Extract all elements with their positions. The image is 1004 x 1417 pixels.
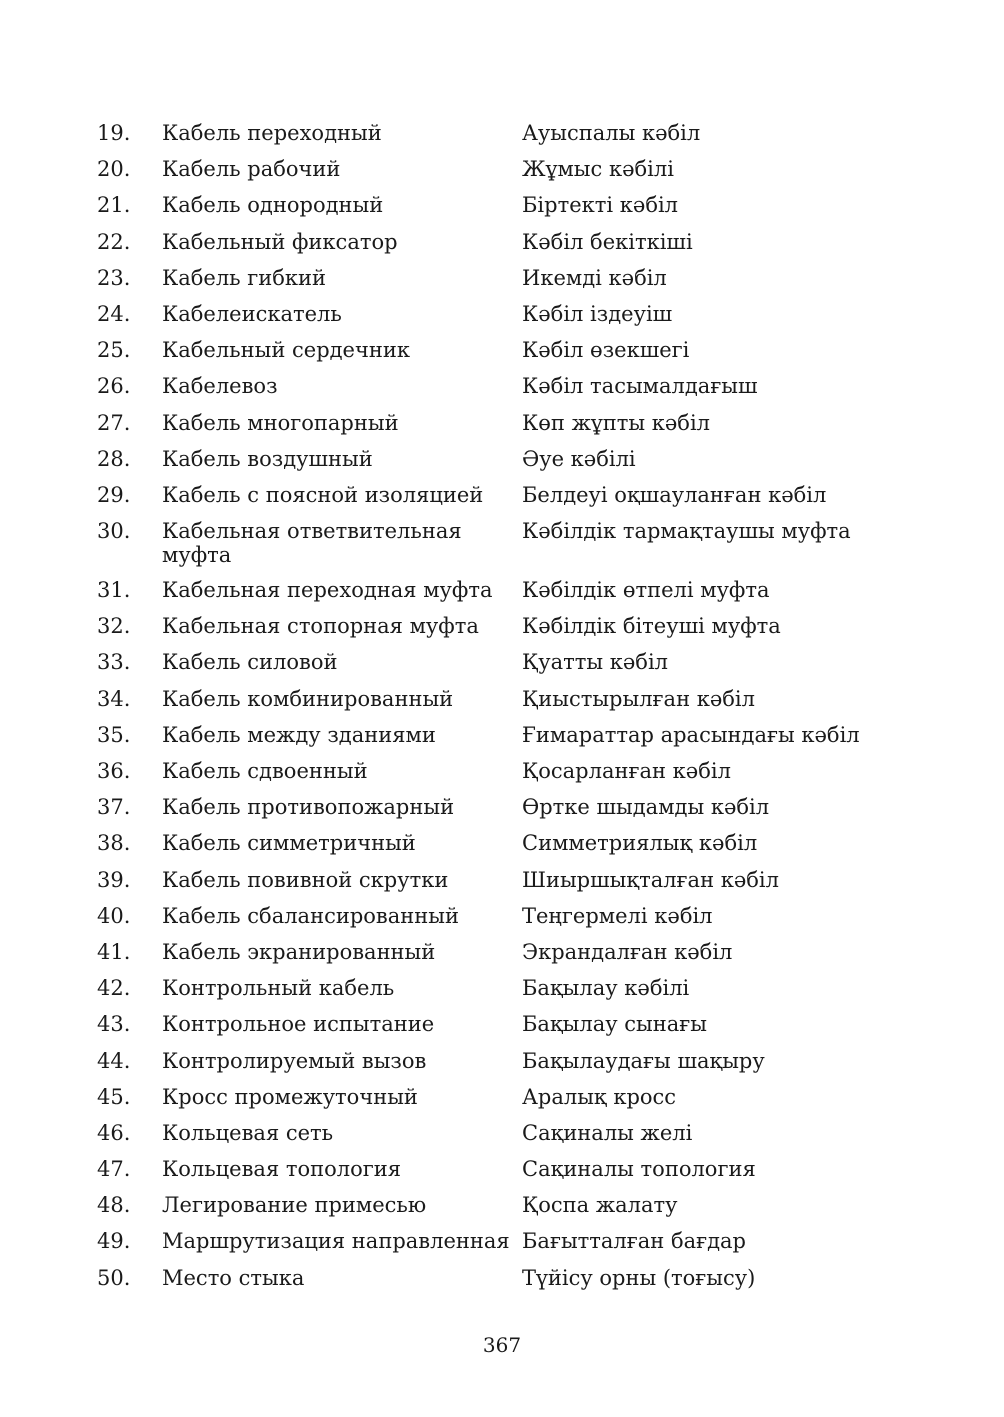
kazakh-term: Сақиналы топология: [522, 1157, 756, 1182]
kazakh-term: Симметриялық кәбіл: [522, 831, 758, 856]
kazakh-term: Қуатты кәбіл: [522, 650, 669, 675]
russian-term: Кабель многопарный: [162, 410, 399, 435]
entry-number: 27.: [97, 410, 131, 435]
kazakh-term: Экрандалған кәбіл: [522, 939, 733, 964]
entry-number: 48.: [97, 1193, 131, 1218]
glossary-row: [97, 447, 897, 471]
entry-number: 40.: [97, 903, 131, 928]
glossary-row: [97, 157, 897, 181]
russian-term: Кольцевая сеть: [162, 1120, 334, 1145]
russian-term: Кабелеискатель: [162, 301, 342, 326]
entry-number: 33.: [97, 650, 131, 675]
glossary-row: [97, 1229, 897, 1253]
entry-number: 37.: [97, 795, 131, 820]
russian-term: Кабель сдвоенный: [162, 759, 368, 783]
russian-term: Кабель симметричный: [162, 831, 416, 856]
entry-number: 41.: [97, 939, 131, 964]
kazakh-term: Бақылау кәбілі: [522, 976, 690, 1001]
kazakh-term: Ғимараттар арасындағы кәбіл: [522, 722, 860, 747]
russian-term: Кольцевая топология: [162, 1157, 401, 1182]
glossary-row: [97, 519, 897, 567]
entry-number: 44.: [97, 1048, 131, 1073]
russian-term: Контролируемый вызов: [162, 1048, 427, 1073]
entry-number: 24.: [97, 301, 131, 326]
entry-number: 45.: [97, 1084, 131, 1109]
entry-number: 34.: [97, 686, 131, 711]
glossary-row: [97, 687, 897, 711]
entry-number: 30.: [97, 519, 131, 544]
russian-term: Кабель комбинированный: [162, 686, 454, 711]
russian-term: Кабель переходный: [162, 121, 382, 145]
kazakh-term: Бағытталған бағдар: [522, 1229, 746, 1254]
glossary-row: [97, 795, 897, 819]
entry-number: 26.: [97, 374, 131, 399]
entry-number: 38.: [97, 831, 131, 856]
entry-number: 21.: [97, 193, 131, 218]
entry-number: 25.: [97, 338, 131, 363]
glossary-row: [97, 759, 897, 783]
russian-term: Кабель гибкий: [162, 265, 327, 290]
kazakh-term: Ауыспалы кәбіл: [522, 121, 701, 145]
kazakh-term: Бақылаудағы шақыру: [522, 1048, 765, 1073]
russian-term: Кабель повивной скрутки: [162, 867, 449, 892]
kazakh-term: Түйісу орны (тоғысу): [522, 1265, 756, 1290]
russian-term: Кабельный фиксатор: [162, 229, 398, 254]
entry-number: 20.: [97, 157, 131, 182]
russian-term: Маршрутизация направленная: [162, 1229, 510, 1254]
kazakh-term: Сақиналы желі: [522, 1120, 693, 1145]
glossary-row: [97, 121, 897, 145]
russian-term: Кабель рабочий: [162, 157, 341, 182]
russian-term: Кабель сбалансированный: [162, 903, 459, 928]
entry-number: 32.: [97, 614, 131, 639]
kazakh-term: Көп жұпты кәбіл: [522, 410, 711, 435]
kazakh-term: Шиыршықталған кәбіл: [522, 867, 779, 892]
russian-term: Кабель силовой: [162, 650, 338, 675]
russian-term: Кабель между зданиями: [162, 722, 436, 747]
kazakh-term: Кәбіл бекіткіші: [522, 229, 693, 254]
kazakh-term: Кәбілдік тармақтаушы муфта: [522, 519, 851, 544]
entry-number: 22.: [97, 229, 131, 254]
russian-term: Контрольное испытание: [162, 1012, 435, 1037]
russian-term: Легирование примесью: [162, 1193, 427, 1218]
kazakh-term: Қоспа жалату: [522, 1193, 678, 1218]
entry-number: 42.: [97, 976, 131, 1001]
glossary-row: [97, 374, 897, 398]
kazakh-term: Белдеуі оқшауланған кәбіл: [522, 482, 827, 507]
kazakh-term: Кәбілдік өтпелі муфта: [522, 578, 770, 603]
russian-term: Кросс промежуточный: [162, 1084, 418, 1109]
glossary-row: [97, 193, 897, 217]
glossary-row: [97, 614, 897, 638]
glossary-row: [97, 904, 897, 928]
glossary-row: [97, 1012, 897, 1036]
glossary-row: [97, 578, 897, 602]
russian-term: Контрольный кабель: [162, 976, 395, 1001]
kazakh-term: Әуе кәбілі: [522, 446, 636, 471]
russian-term: Кабелевоз: [162, 374, 278, 399]
russian-term: Место стыка: [162, 1265, 305, 1290]
glossary-row: [97, 831, 897, 855]
kazakh-term: Қиыстырылған кәбіл: [522, 686, 755, 711]
glossary-row: [97, 1157, 897, 1181]
entry-number: 35.: [97, 722, 131, 747]
entry-number: 36.: [97, 759, 131, 783]
glossary-row: [97, 1049, 897, 1073]
kazakh-term: Қосарланған кәбіл: [522, 759, 731, 783]
page-number: 367: [482, 1333, 522, 1357]
kazakh-term: Кәбіл тасымалдағыш: [522, 374, 758, 399]
glossary-row: [97, 1193, 897, 1217]
russian-term: Кабель однородный: [162, 193, 384, 218]
glossary-row: [97, 976, 897, 1000]
kazakh-term: Кәбіл өзекшегі: [522, 338, 690, 363]
glossary-row: [97, 1266, 897, 1290]
glossary-row: [97, 483, 897, 507]
glossary-row: [97, 723, 897, 747]
kazakh-term: Теңгермелі кәбіл: [522, 903, 713, 928]
entry-number: 49.: [97, 1229, 131, 1254]
entry-number: 39.: [97, 867, 131, 892]
entry-number: 43.: [97, 1012, 131, 1037]
entry-number: 19.: [97, 121, 131, 145]
kazakh-term: Жұмыс кәбілі: [522, 157, 674, 182]
russian-term: Кабель экранированный: [162, 939, 436, 964]
kazakh-term: Бақылау сынағы: [522, 1012, 707, 1037]
entry-number: 46.: [97, 1120, 131, 1145]
glossary-row: [97, 650, 897, 674]
entry-number: 47.: [97, 1157, 131, 1182]
russian-term: Кабельная ответвительная муфта: [162, 519, 462, 568]
kazakh-term: Кәбіл іздеуіш: [522, 301, 673, 326]
glossary-row: [97, 338, 897, 362]
glossary-row: [97, 302, 897, 326]
glossary-row: [97, 230, 897, 254]
kazakh-term: Өртке шыдамды кәбіл: [522, 795, 770, 820]
glossary-row: [97, 1121, 897, 1145]
entry-number: 50.: [97, 1265, 131, 1290]
kazakh-term: Кәбілдік бітеуші муфта: [522, 614, 781, 639]
glossary-row: [97, 411, 897, 435]
kazakh-term: Біртекті кәбіл: [522, 193, 679, 218]
entry-number: 31.: [97, 578, 131, 603]
entry-number: 23.: [97, 265, 131, 290]
russian-term: Кабель воздушный: [162, 446, 373, 471]
russian-term: Кабель противопожарный: [162, 795, 455, 820]
glossary-row: [97, 1085, 897, 1109]
russian-term: Кабель с поясной изоляцией: [162, 482, 484, 507]
russian-term: Кабельная стопорная муфта: [162, 614, 479, 639]
russian-term: Кабельный сердечник: [162, 338, 410, 363]
glossary-row: [97, 266, 897, 290]
kazakh-term: Икемді кәбіл: [522, 265, 667, 290]
glossary-row: [97, 940, 897, 964]
russian-term: Кабельная переходная муфта: [162, 578, 493, 603]
glossary-table: [97, 121, 897, 1302]
entry-number: 29.: [97, 482, 131, 507]
kazakh-term: Аралық кросс: [522, 1084, 677, 1109]
entry-number: 28.: [97, 446, 131, 471]
glossary-row: [97, 868, 897, 892]
